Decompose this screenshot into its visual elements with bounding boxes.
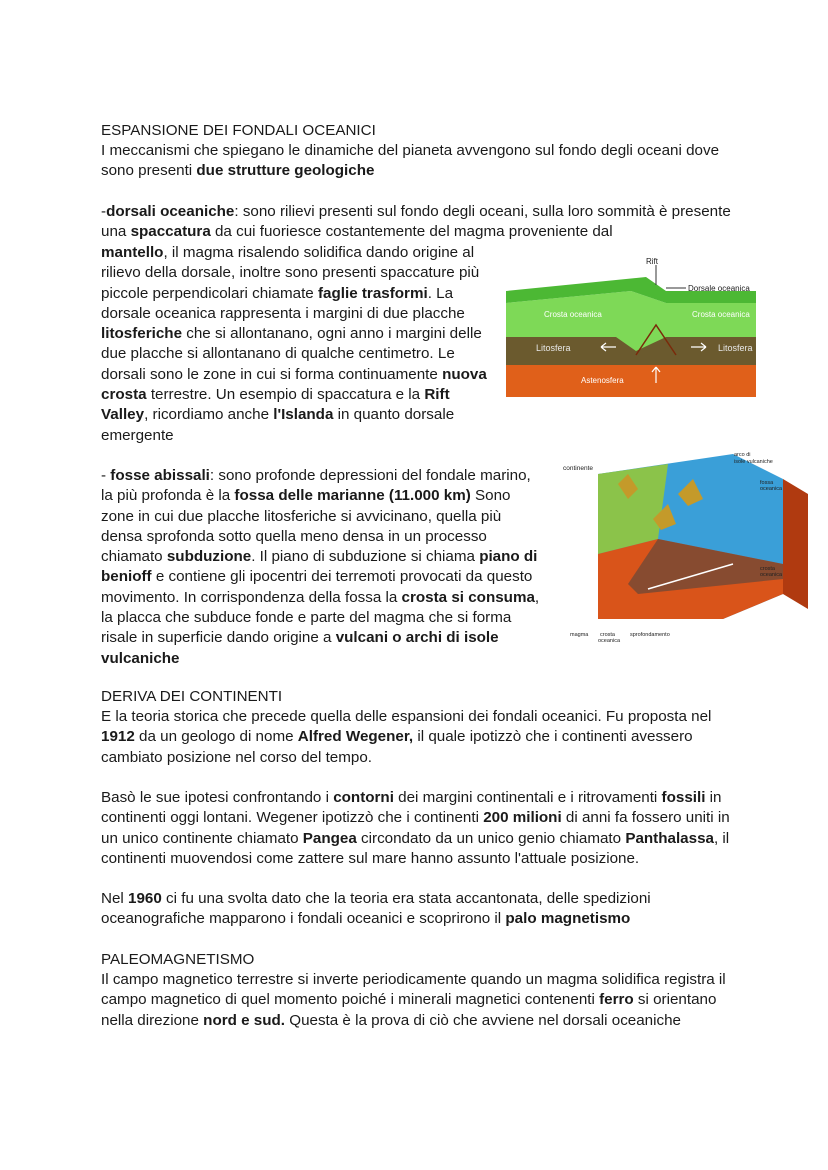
bold-run: Rift Valley (101, 386, 450, 424)
label-arco2: isole vulcaniche (734, 459, 773, 465)
bold-run: Alfred Wegener, (297, 728, 414, 746)
paragraph-fosse (101, 466, 546, 669)
text-run: di anni fa fossero uniti in un unico continente chiamato (101, 809, 730, 847)
label-crosta-b2: oceanica (598, 638, 621, 644)
text-run: ci fu una svolta dato che la teoria era stata accantonata, delle spedizioni oceanografiche mapparono i fondali oceanici e scoprirono il (101, 890, 651, 928)
text-run: Sono zone in cui due placche litosferiche si avvicinano, quella più densa sprofonda sotto quella meno densa in un processo chiamato (101, 487, 511, 566)
bold-run: crosta si consuma (401, 588, 535, 606)
label-litosfera-left: Litosfera (536, 343, 571, 353)
text-run: Questa è la prova di ciò che avviene nel dorsali oceaniche (285, 1011, 681, 1029)
label-continente: continente (563, 465, 593, 472)
bold-run: spaccatura (130, 223, 211, 241)
bold-run: 1960 (128, 890, 162, 907)
bold-run: Pangea (302, 829, 357, 847)
heading-paleomagnetismo: PALEOMAGNETISMO (101, 951, 255, 968)
text-run: I meccanismi che spiegano le dinamiche del pianeta avvengono sul fondo degli oceani dove sono presenti (101, 142, 720, 180)
bold-run: piano di benioff (101, 548, 538, 586)
paragraph-dorsali-cont (101, 243, 501, 446)
text-run: e contiene gli ipocentri dei terremoti provocati da questo movimento. In corrispondenza della fossa la (101, 568, 533, 606)
text-run: terrestre. Un esempio di spaccatura e la (146, 386, 425, 404)
label-arco: arco di (734, 452, 751, 458)
label-crosta-right: Crosta oceanica (692, 310, 750, 319)
text-run: da un geologo di nome (134, 728, 298, 746)
paragraph-deriva-3 (101, 889, 731, 930)
text-run: E la teoria storica che precede quella delle espansioni dei fondali oceanici. Fu proposta nel (101, 708, 712, 725)
paragraph-intro (101, 141, 741, 182)
bold-run: nord e sud. (203, 1011, 286, 1029)
text-run: . Il piano di subduzione si chiama (251, 548, 480, 566)
text-run: Il campo magnetico terrestre si inverte periodicamente quando un magma solidifica registra il campo magnetico di quel momento poiché i minerali magnetici contenenti (101, 971, 726, 1009)
paragraph-deriva-1 (101, 707, 731, 768)
heading-deriva: DERIVA DEI CONTINENTI (101, 688, 283, 705)
text-run: . La dorsale oceanica rappresenta i margini di due placche (101, 284, 465, 322)
text-run: Nel (101, 890, 129, 907)
text-run: , ricordiamo anche (144, 406, 274, 424)
label-magma: magma (570, 632, 589, 638)
bold-run: faglie trasformi (317, 284, 428, 302)
text-run: circondato da un unico genio chiamato (356, 829, 626, 847)
heading-espansione: ESPANSIONE DEI FONDALI OCEANICI (101, 122, 376, 139)
text-run: Basò le sue ipotesi confrontando i (101, 789, 334, 806)
subduction-diagram (558, 444, 818, 644)
text-run: dei margini continentali e i ritrovamenti (393, 789, 662, 806)
text-run: che si allontanano, ogni anno i margini delle due placche si allontanano di qualche centimetro. Le dorsali sono le zone in cui si forma continuamente (101, 325, 482, 383)
text-run: : sono profonde depressioni del fondale marino, la più profonda è la (101, 467, 531, 505)
text-run: , il continenti muovendosi come zattere sul mare hanno assunto l'attuale posizione. (101, 829, 730, 867)
label-rift: Rift (646, 257, 658, 266)
block-side (783, 479, 808, 609)
paragraph-dorsali (101, 202, 731, 243)
bold-run: ferro (599, 991, 634, 1009)
bold-run: fosse abissali (110, 467, 210, 484)
label-sprofondamento: sprofondamento (630, 632, 670, 638)
bold-run: due strutture geologiche (196, 162, 375, 180)
text-run: : sono rilievi presenti sul fondo degli oceani, sulla loro sommità è presente una (101, 203, 731, 241)
label-fossa2: oceanica (760, 486, 783, 492)
bold-run: fossa delle marianne (11.000 km) (234, 487, 471, 505)
text-run: , il magma risalendo solidifica dando origine al rilievo della dorsale, inoltre sono presenti spaccature più piccole perpendicolari chiamate (101, 244, 480, 302)
label-astenosfera: Astenosfera (581, 376, 624, 385)
bold-run: mantello (101, 244, 164, 261)
label-fossa: fossa (760, 480, 774, 486)
label-litosfera-right: Litosfera (718, 343, 753, 353)
bold-run: subduzione (166, 548, 252, 566)
bold-run: fossili (661, 789, 706, 806)
text-run: il quale ipotizzò che i continenti avessero cambiato posizione nel corso del tempo. (101, 728, 693, 766)
label-crosta-b: crosta (600, 632, 615, 638)
label-dorsale: Dorsale oceanica (688, 284, 750, 293)
bold-run: palo magnetismo (505, 910, 631, 928)
bold-run: vulcani o archi di isole vulcaniche (101, 629, 499, 667)
bold-run: litosferiche (101, 325, 183, 343)
text-run: si orientano nella direzione (101, 991, 717, 1029)
bold-run: contorni (333, 789, 394, 806)
text-run: - (101, 467, 111, 484)
paragraph-paleomagnetismo (101, 970, 731, 1031)
text-run: , la placca che subduce fonde e parte del magma che si forma risale in superficie dando origine a (101, 588, 540, 647)
label-crosta-left: Crosta oceanica (544, 310, 602, 319)
text-run: da cui fuoriesce costantemente del magma proveniente dal (210, 223, 613, 241)
text-run: in continenti oggi lontani. Wegener ipotizzò che i continenti (101, 789, 722, 827)
bold-run: l'Islanda (273, 406, 334, 424)
text-run: - (101, 203, 107, 220)
bold-run: 200 milioni (483, 809, 562, 827)
bold-run: Panthalassa (625, 829, 714, 847)
label-crosta2: oceanica (760, 572, 783, 578)
label-crosta: crosta (760, 566, 775, 572)
paragraph-deriva-2 (101, 788, 731, 869)
text-run: in quanto dorsale emergente (101, 406, 455, 444)
bold-run: 1912 (101, 728, 135, 746)
bold-run: dorsali oceaniche (106, 203, 235, 220)
ridge-diagram (506, 255, 756, 400)
bold-run: nuova crosta (101, 365, 487, 404)
